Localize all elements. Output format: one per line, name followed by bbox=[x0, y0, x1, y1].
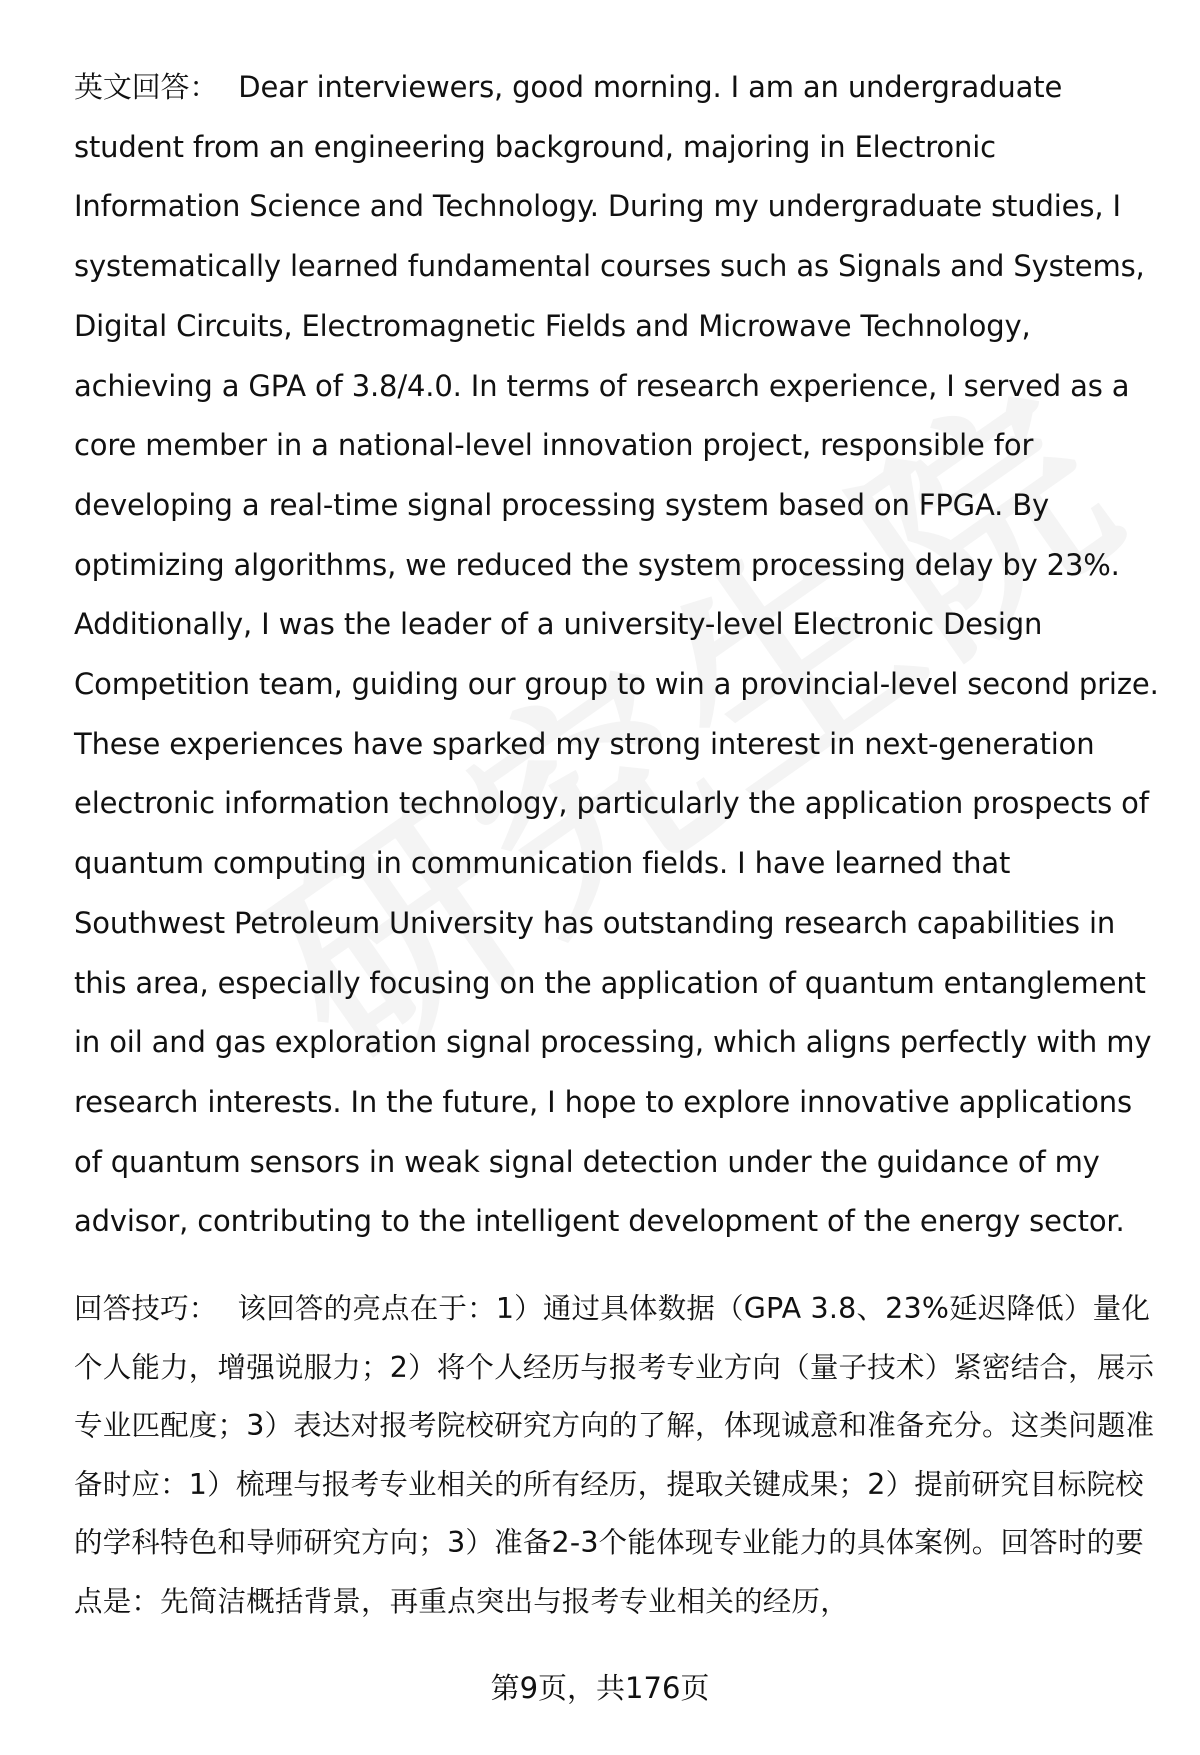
answer-tips-text: 该回答的亮点在于：1）通过具体数据（GPA 3.8、23%延迟降低）量化个人能力，增强说服力；2）将个人经历与报考专业方向（量子技术）紧密结合，展示专业匹配度；3）表达对报考院校研究方向的了解，体现诚意和准备充分。这类问题准备时应：1）梳理与报考专业相关的所有经历，提取关键成果；2）提前研究目标院校的学科特色和导师研究方向；3）准备2-3个能体现专业能力的具体案例。回答时的要点是：先简洁概括背景，再重点突出与报考专业相关的经历， bbox=[74, 1292, 1155, 1618]
answer-tips-label: 回答技巧： bbox=[74, 1292, 218, 1326]
english-answer-paragraph bbox=[74, 58, 1164, 1252]
answer-tips-paragraph bbox=[74, 1280, 1164, 1631]
page-number-footer: 第9页，共176页 bbox=[490, 1671, 710, 1705]
english-answer-label: 英文回答： bbox=[74, 70, 219, 104]
page-content bbox=[74, 58, 1164, 1631]
english-answer-text: Dear interviewers, good morning. I am an undergraduate student from an engineering background, majoring in Electronic Information Science and Technology. During my undergraduate studies, I systematically learned fundamental courses such as Signals and Systems, Digital Circuits, Electromagnetic Fields and Microwave Technology, achieving a GPA of 3.8/4.0. In terms of research experience, I served as a core member in a national-level innovation project, responsible for developing a real-time signal processing system based on FPGA. By optimizing algorithms, we reduced the system processing delay by 23%. Additionally, I was the leader of a university-level Electronic Design Competition team, guiding our group to win a provincial-level second prize. These experiences have sparked my strong interest in next-generation electronic information technology, particularly the application prospects of quantum computing in communication fields. I have learned that Southwest Petroleum University has outstanding research capabilities in this area, especially focusing on the application of quantum entanglement in oil and gas exploration signal processing, which aligns perfectly with my research interests. In the future, I hope to explore innovative applications of quantum sensors in weak signal detection under the guidance of my advisor, contributing to the intelligent development of the energy sector. bbox=[74, 70, 1159, 1239]
